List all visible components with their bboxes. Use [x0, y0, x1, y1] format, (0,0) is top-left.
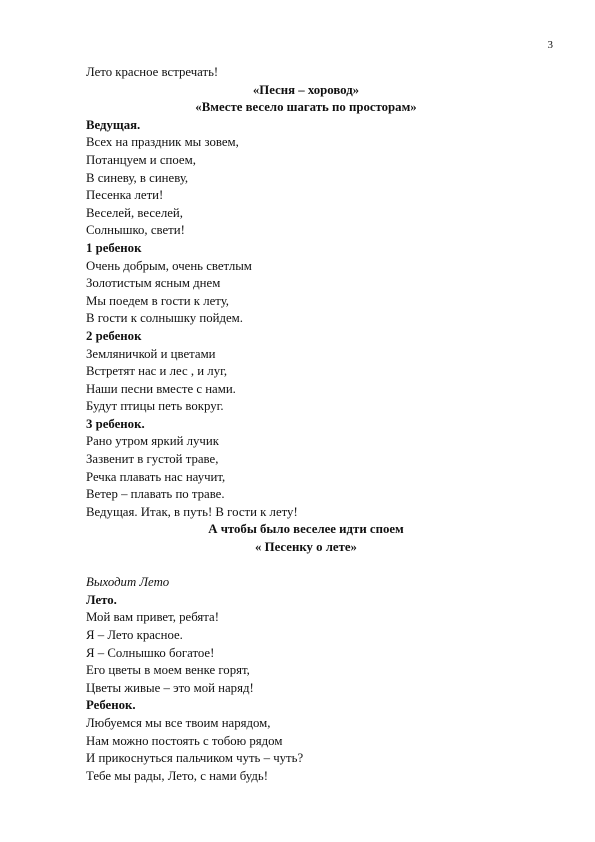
verse-line: Мы поедем в гости к лету,: [86, 293, 230, 308]
verse-line: Любуемся мы все твоим нарядом,: [86, 715, 271, 730]
verse-line: И прикоснуться пальчиком чуть – чуть?: [86, 751, 304, 766]
speaker-label-host: Ведущая.: [86, 117, 141, 132]
opening-line: Лето красное встречать!: [86, 65, 219, 79]
song-intro-line: А чтобы было веселее идти споем: [208, 522, 404, 537]
stage-direction: Выходит Лето: [86, 575, 170, 590]
verse-line: Веселей, веселей,: [86, 205, 183, 220]
verse-line: Нам можно постоять с тобою рядом: [86, 733, 283, 748]
blank-line: [86, 557, 526, 575]
verse-line: Я – Лето красное.: [86, 628, 183, 642]
verse-line: Наши песни вместе с нами.: [86, 381, 236, 396]
song-title: «Песня – хоровод»: [252, 82, 360, 97]
verse-line: Цветы живые – это мой наряд!: [86, 680, 254, 695]
verse-line: Солнышко, свети!: [86, 223, 185, 238]
verse-line: Ветер – плавать по траве.: [86, 487, 225, 502]
child-1-verse: [86, 258, 526, 328]
verse-line: Встретят нас и лес , и луг,: [86, 364, 228, 379]
verse-line: Зазвенит в густой траве,: [86, 452, 219, 467]
child-4-verse: [86, 715, 526, 785]
page-content: [86, 64, 526, 785]
verse-line: Я – Солнышко богатое!: [86, 645, 215, 660]
speaker-label-summer: Лето.: [86, 592, 117, 607]
verse-line: Ведущая. Итак, в путь! В гости к лету!: [86, 504, 298, 519]
verse-line: Золотистым ясным днем: [86, 276, 221, 291]
verse-line: Потанцуем и споем,: [86, 152, 196, 167]
verse-line: Его цветы в моем венке горят,: [86, 663, 250, 678]
speaker-label-child-3: 3 ребенок.: [86, 416, 145, 431]
speaker-label-child-1: 1 ребенок: [86, 240, 142, 255]
verse-line: Будут птицы петь вокруг.: [86, 399, 224, 414]
host-verse: [86, 134, 526, 240]
verse-line: Песенка лети!: [86, 188, 164, 203]
song-title-2: « Песенку о лете»: [255, 540, 357, 555]
verse-line: Речка плавать нас научит,: [86, 469, 226, 484]
child-2-verse: [86, 346, 526, 416]
verse-line: Земляничкой и цветами: [86, 346, 216, 361]
song-subtitle: «Вместе весело шагать по просторам»: [195, 100, 417, 115]
verse-line: Всех на праздник мы зовем,: [86, 135, 239, 150]
speaker-label-child-4: Ребенок.: [86, 698, 136, 713]
verse-line: В синеву, в синеву,: [86, 170, 189, 185]
verse-line: В гости к солнышку пойдем.: [86, 311, 243, 326]
speaker-label-child-2: 2 ребенок: [86, 328, 142, 343]
verse-line: Мой вам привет, ребята!: [86, 610, 219, 625]
verse-line: Тебе мы рады, Лето, с нами будь!: [86, 768, 268, 783]
verse-line: Рано утром яркий лучик: [86, 434, 219, 449]
page-number: 3: [547, 39, 553, 51]
summer-verse: [86, 609, 526, 697]
child-3-verse: [86, 433, 526, 521]
verse-line: Очень добрым, очень светлым: [86, 258, 252, 273]
